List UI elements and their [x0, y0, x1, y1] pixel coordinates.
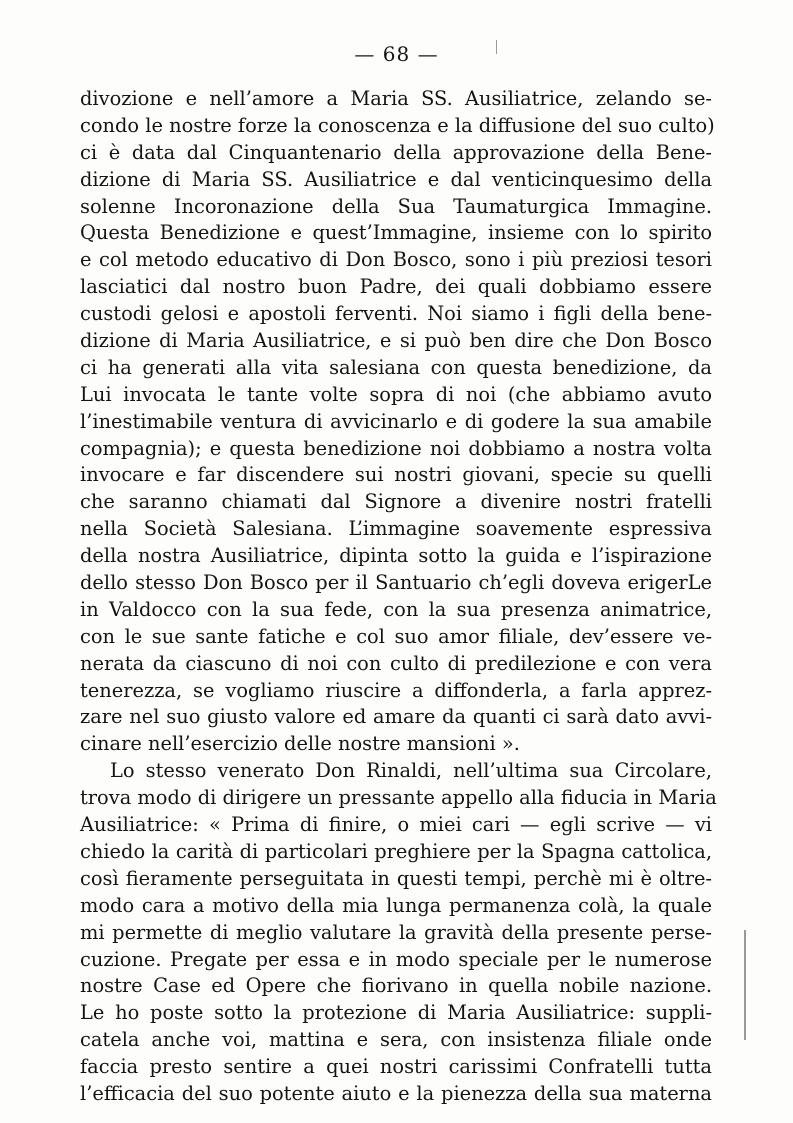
page-number: — 68 — [354, 42, 439, 66]
text-line: in Valdocco con la sua fede, con la sua presenza animatrice, [80, 597, 712, 621]
text-line: Ausiliatrice: « Prima di finire, o miei cari — egli scrive — vi [80, 813, 712, 837]
text-line: condo le nostre forze la conoscenza e la diffusione del suo culto) [80, 113, 715, 137]
text-line: l’inestimabile ventura di avvicinarlo e di godere la sua amabile [80, 409, 712, 433]
text-line: dizione di Maria Ausiliatrice, e si può ben dire che Don Bosco [80, 329, 712, 353]
text-line: nella Società Salesiana. L’immagine soavemente espressiva [80, 517, 712, 541]
text-line: dello stesso Don Bosco per il Santuario ch’egli doveva erigerLe [80, 571, 712, 595]
text-line: cinare nell’esercizio delle nostre mansioni ». [80, 732, 520, 756]
text-line: chiedo la carità di particolari preghiere per la Spagna cattolica, [80, 839, 712, 863]
text-line: mi permette di meglio valutare la gravità della presente perse- [80, 920, 712, 944]
body-text [80, 86, 717, 1108]
text-line: che saranno chiamati dal Signore a divenire nostri fratelli [80, 490, 712, 514]
text-line: lasciatici dal nostro buon Padre, dei quali dobbiamo essere [80, 275, 712, 299]
text-line: zare nel suo giusto valore ed amare da quanti ci sarà dato avvi- [80, 705, 712, 729]
text-line: della nostra Ausiliatrice, dipinta sotto la guida e l’ispirazione [80, 544, 712, 568]
scan-edge-mark [744, 930, 746, 1040]
text-line: Lui invocata le tante volte sopra di noi (che abbiamo avuto [80, 382, 712, 406]
text-line: tenerezza, se vogliamo riuscire a diffonderla, a farla apprez- [80, 678, 712, 702]
text-line: ci è data dal Cinquantenario della approvazione della Bene- [80, 140, 712, 164]
text-line: compagnia); e questa benedizione noi dobbiamo a nostra volta [80, 436, 712, 460]
text-line: invocare e far discendere sui nostri giovani, specie su quelli [80, 463, 712, 487]
text-line: Lo stesso venerato Don Rinaldi, nell’ultima sua Circolare, [110, 759, 712, 783]
text-line: faccia presto sentire a quei nostri carissimi Confratelli tutta [80, 1055, 712, 1079]
text-line: custodi gelosi e apostoli ferventi. Noi siamo i figli della bene- [80, 302, 712, 326]
text-line: ci ha generati alla vita salesiana con questa benedizione, da [80, 355, 712, 379]
text-line: con le sue sante fatiche e col suo amor filiale, dev’essere ve- [80, 624, 712, 648]
text-line: modo cara a motivo della mia lunga permanenza colà, la quale [80, 893, 712, 917]
text-line: Questa Benedizione e quest’Immagine, insieme con lo spirito [80, 221, 712, 245]
text-line: l’efficacia del suo potente aiuto e la pienezza della sua materna [80, 1081, 712, 1105]
text-line: cuzione. Pregate per essa e in modo speciale per le numerose [80, 947, 712, 971]
text-line: dizione di Maria SS. Ausiliatrice e dal venticinquesimo della [80, 167, 712, 191]
text-line: nostre Case ed Opere che fiorivano in quella nobile nazione. [80, 974, 712, 998]
text-line: così fieramente perseguitata in questi tempi, perchè mi è oltre- [80, 866, 712, 890]
text-line: trova modo di dirigere un pressante appello alla fiducia in Maria [80, 786, 717, 810]
text-line: nerata da ciascuno di noi con culto di predilezione e con vera [80, 651, 712, 675]
text-line: e col metodo educativo di Don Bosco, sono i più preziosi tesori [80, 248, 712, 272]
scan-edge-mark [496, 40, 497, 54]
text-line: solenne Incoronazione della Sua Taumaturgica Immagine. [80, 194, 712, 218]
text-line: catela anche voi, mattina e sera, con insistenza filiale onde [80, 1028, 712, 1052]
text-line: divozione e nell’amore a Maria SS. Ausiliatrice, zelando se- [80, 87, 712, 110]
text-line: Le ho poste sotto la protezione di Maria Ausiliatrice: suppli- [80, 1001, 712, 1025]
